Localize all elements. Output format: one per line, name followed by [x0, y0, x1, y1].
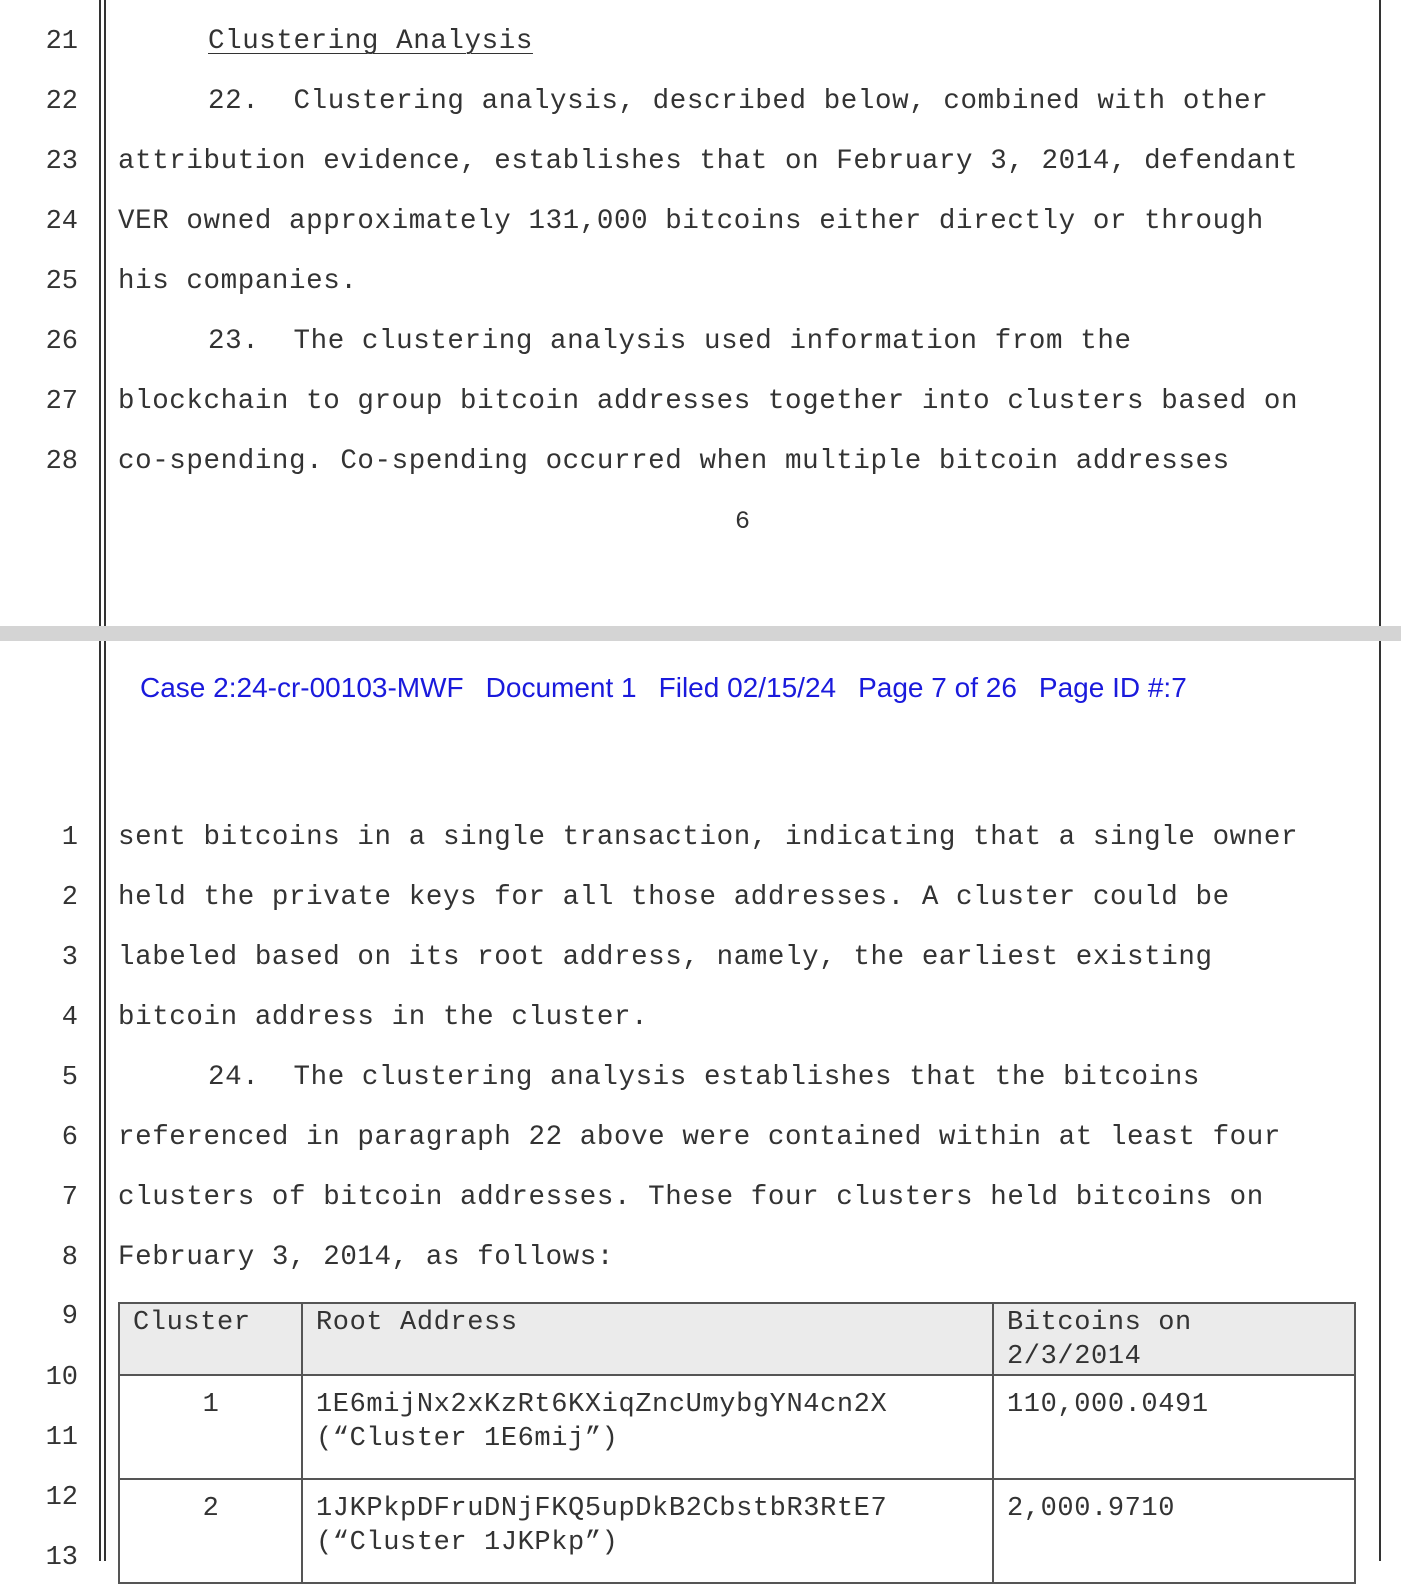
text-line: blockchain to group bitcoin addresses together into clusters based on — [118, 386, 1299, 417]
cluster-table — [118, 1302, 1356, 1584]
line-number: 9 — [61, 1302, 78, 1332]
column-header-cluster: Cluster — [119, 1303, 302, 1375]
page-count: Page 7 of 26 — [858, 672, 1017, 703]
text-line: referenced in paragraph 22 above were contained within at least four — [118, 1122, 1281, 1153]
line-number: 28 — [45, 447, 78, 477]
bitcoin-amount: 110,000.0491 — [993, 1375, 1355, 1479]
case-number: Case 2:24-cr-00103-MWF — [140, 672, 464, 703]
line-number: 24 — [45, 207, 78, 237]
line-number: 23 — [45, 147, 78, 177]
line-number: 22 — [45, 87, 78, 117]
text-line: 22. Clustering analysis, described below, combined with other — [208, 86, 1269, 117]
text-line: his companies. — [118, 266, 358, 297]
margin-rule-left-inner — [104, 641, 106, 1561]
text-line: labeled based on its root address, namely, the earliest existing — [118, 942, 1213, 973]
line-number: 7 — [61, 1183, 78, 1213]
root-address: 1JKPkpDFruDNjFKQ5upDkB2CbstbR3RtE7 — [316, 1494, 888, 1524]
text-line: 23. The clustering analysis used information from the — [208, 326, 1132, 357]
line-number: 13 — [45, 1543, 78, 1573]
margin-rule-left-outer — [99, 0, 101, 626]
text-line: February 3, 2014, as follows: — [118, 1242, 614, 1273]
page-id: Page ID #:7 — [1038, 672, 1187, 703]
margin-rule-left-outer — [99, 641, 101, 1561]
cluster-label: (“Cluster 1JKPkp”) — [316, 1528, 619, 1558]
line-number: 8 — [61, 1243, 78, 1273]
table-row — [119, 1479, 1355, 1583]
document-page-6 — [0, 0, 1401, 626]
page-separator — [0, 626, 1401, 641]
filed-date: Filed 02/15/24 — [658, 672, 837, 703]
cluster-label: (“Cluster 1E6mij”) — [316, 1424, 619, 1454]
line-number: 2 — [61, 883, 78, 913]
line-number: 21 — [45, 27, 78, 57]
text-line: sent bitcoins in a single transaction, indicating that a single owner — [118, 822, 1299, 853]
line-number: 27 — [45, 387, 78, 417]
column-header-bitcoins: Bitcoins on 2/3/2014 — [993, 1303, 1355, 1375]
document-number: Document 1 — [485, 672, 637, 703]
table-row — [119, 1375, 1355, 1479]
root-address-cell — [302, 1479, 993, 1583]
page-number: 6 — [735, 507, 751, 536]
text-line: 24. The clustering analysis establishes that the bitcoins — [208, 1062, 1200, 1093]
text-line: VER owned approximately 131,000 bitcoins either directly or through — [118, 206, 1264, 237]
cluster-number: 1 — [119, 1375, 302, 1479]
text-line: held the private keys for all those addresses. A cluster could be — [118, 882, 1230, 913]
line-number: 5 — [61, 1063, 78, 1093]
margin-rule-right — [1379, 641, 1381, 1561]
line-number: 3 — [61, 943, 78, 973]
bitcoin-amount: 2,000.9710 — [993, 1479, 1355, 1583]
column-header-root-address: Root Address — [302, 1303, 993, 1375]
text-line: clusters of bitcoin addresses. These four clusters held bitcoins on — [118, 1182, 1264, 1213]
line-number: 4 — [61, 1003, 78, 1033]
line-number: 1 — [61, 823, 78, 853]
case-header — [140, 672, 1209, 704]
table-header-row — [119, 1303, 1355, 1375]
text-line: co-spending. Co-spending occurred when multiple bitcoin addresses — [118, 446, 1230, 477]
text-line: bitcoin address in the cluster. — [118, 1002, 649, 1033]
root-address-cell — [302, 1375, 993, 1479]
line-number: 11 — [45, 1423, 78, 1453]
line-number: 6 — [61, 1123, 78, 1153]
line-number: 26 — [45, 327, 78, 357]
margin-rule-right — [1379, 0, 1381, 626]
line-number: 25 — [45, 267, 78, 297]
section-heading: Clustering Analysis — [208, 26, 533, 57]
cluster-number: 2 — [119, 1479, 302, 1583]
line-number: 10 — [45, 1363, 78, 1393]
root-address: 1E6mijNx2xKzRt6KXiqZncUmybgYN4cn2X — [316, 1390, 888, 1420]
text-line: attribution evidence, establishes that on February 3, 2014, defendant — [118, 146, 1299, 177]
margin-rule-left-inner — [104, 0, 106, 626]
line-number: 12 — [45, 1483, 78, 1513]
